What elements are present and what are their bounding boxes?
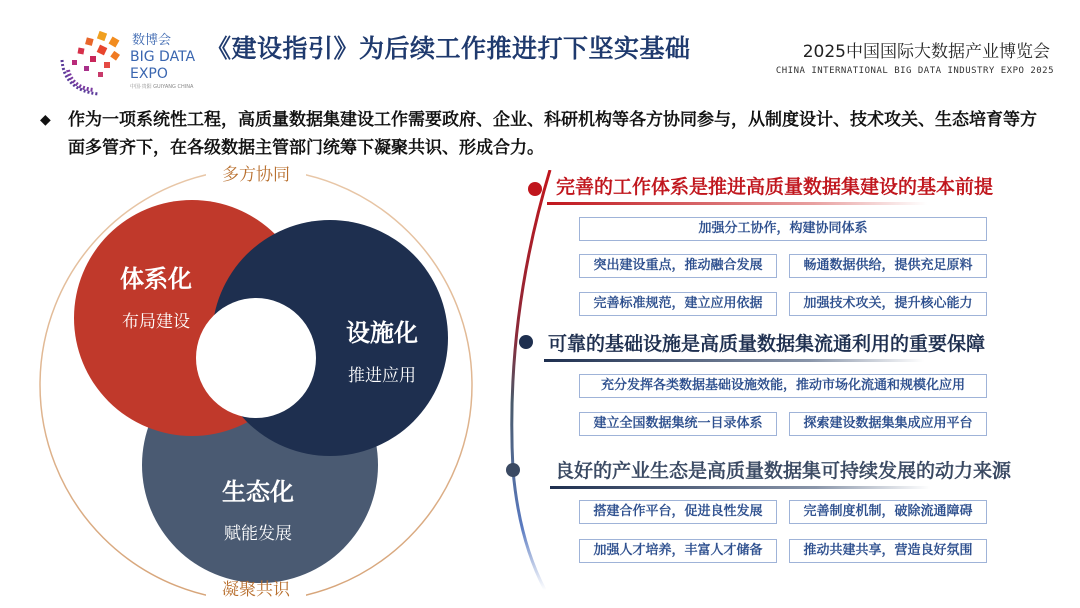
timeline-dot-3: [506, 463, 520, 477]
section-underline-3: [550, 486, 930, 489]
item-box: 突出建设重点，推动融合发展: [579, 254, 777, 278]
logo-text-en: BIG DATA: [130, 49, 196, 65]
expo-name-cn: 2025中国国际大数据产业博览会: [802, 42, 1050, 62]
item-box: 加强人才培养，丰富人才储备: [579, 539, 777, 563]
diamond-bullet-icon: ◆: [40, 112, 51, 128]
section-underline-1: [547, 202, 927, 205]
timeline-arc: [495, 170, 565, 600]
center-hole: [196, 298, 316, 418]
item-box: 搭建合作平台，促进良性发展: [579, 500, 777, 524]
ring-label-top: 多方协同: [222, 165, 290, 185]
page-title: 《建设指引》为后续工作推进打下坚实基础: [206, 34, 691, 63]
item-box: 加强分工协作，构建协同体系: [579, 217, 987, 241]
timeline-dot-1: [528, 182, 542, 196]
item-box: 建立全国数据集统一目录体系: [579, 412, 777, 436]
segment-title-system: 体系化: [120, 265, 192, 293]
logo-subtext: 中国·贵阳 GUIYANG CHINA: [130, 84, 194, 90]
item-box: 充分发挥各类数据基础设施效能，推动市场化流通和规模化应用: [579, 374, 987, 398]
item-box: 探索建设数据集集成应用平台: [789, 412, 987, 436]
ring-label-bottom: 凝聚共识: [222, 580, 290, 600]
timeline-dot-2: [519, 335, 533, 349]
section-heading-3: 良好的产业生态是高质量数据集可持续发展的动力来源: [555, 460, 1012, 482]
segment-title-infrastructure: 设施化: [346, 319, 418, 347]
item-box: 加强技术攻关，提升核心能力: [789, 292, 987, 316]
segment-title-ecology: 生态化: [222, 478, 294, 506]
intro-text: 作为一项系统性工程，高质量数据集建设工作需要政府、企业、科研机构等各方协同参与，从制度设计、技术攻关、生态培育等方面多管齐下，在各级数据主管部门统筹下凝聚共识、形成合力。: [68, 110, 1037, 158]
segment-sub-ecology: 赋能发展: [224, 524, 292, 544]
item-box: 完善标准规范，建立应用依据: [579, 292, 777, 316]
item-box: 畅通数据供给，提供充足原料: [789, 254, 987, 278]
logo-text-cn: 数博会: [132, 33, 172, 48]
expo-name-en: CHINA INTERNATIONAL BIG DATA INDUSTRY EXPO 2025: [775, 66, 1054, 76]
logo-text-en2: EXPO: [130, 66, 168, 82]
section-underline-2: [544, 359, 924, 362]
section-heading-1: 完善的工作体系是推进高质量数据集建设的基本前提: [556, 176, 994, 198]
swirl-diagram: [0, 0, 520, 608]
section-heading-2: 可靠的基础设施是高质量数据集流通利用的重要保障: [548, 333, 986, 355]
item-box: 推动共建共享，营造良好氛围: [789, 539, 987, 563]
segment-sub-infrastructure: 推进应用: [348, 366, 416, 386]
item-box: 完善制度机制，破除流通障碍: [789, 500, 987, 524]
segment-sub-system: 布局建设: [122, 312, 190, 332]
